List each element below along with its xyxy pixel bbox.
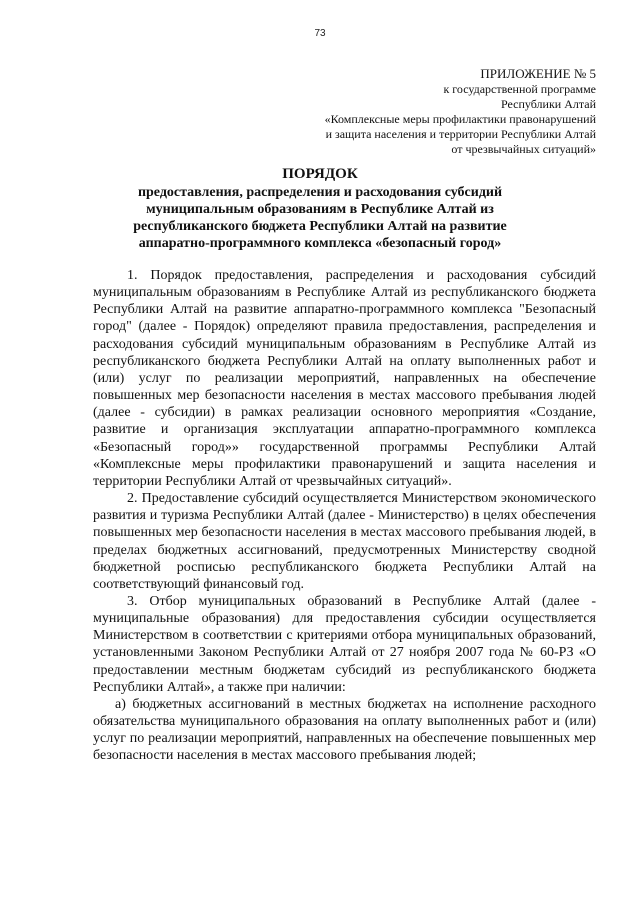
paragraph-3a: а) бюджетных ассигнований в местных бюджетах на исполнение расходного обязательства муниципального образования на оплату выполненных работ и (или) услуг по реализации мероприятий, направленных на обеспечение повышенных мер безопасности населения в местах массового пребывания людей;: [93, 696, 596, 764]
paragraph-1: 1. Порядок предоставления, распределения и расходования субсидий муниципальным образованиям в Республике Алтай из республиканского бюджета Республики Алтай на развитие аппаратно-программного комплекса "Безопасный город" (далее - Порядок) определяют правила предоставления, распределения и расходования субсидий муниципальным образованиям в Республике Алтай из республиканского бюджета Республики Алтай на оплату выполненных работ и (или) услуг по реализации мероприятий, направленных на обеспечение повышенных мер безопасности населения в местах массового пребывания людей (далее - субсидии) в рамках реализации основного мероприятия «Создание, развитие и организация эксплуатации аппаратно-программного комплекса «Безопасный город»» государственной программы Республики Алтай «Комплексные меры профилактики правонарушений и защита населения и территории Республики Алтай от чрезвычайных ситуаций».: [93, 268, 596, 489]
annex-line: «Комплексные меры профилактики правонарушений: [324, 112, 596, 126]
heading-line: предоставления, распределения и расходования субсидий: [137, 185, 503, 200]
heading-line: республиканского бюджета Республики Алтай на развитие: [133, 219, 507, 234]
annex-line: и защита населения и территории Республики Алтай: [325, 127, 596, 141]
paragraph-3: 3. Отбор муниципальных образований в Республике Алтай (далее - муниципальные образования) для предоставления субсидии осуществляется Министерством в соответствии с критериями отбора муниципальных образований, установленными Законом Республики Алтай от 27 ноября 2007 года № 60-РЗ «О предоставлении местным бюджетам субсидий из республиканского бюджета Республики Алтай», а также при наличии:: [93, 593, 596, 695]
annex-line: к государственной программе: [443, 82, 596, 96]
annex-block: [266, 66, 596, 157]
page-number: 73: [314, 28, 326, 39]
document-body: [93, 267, 596, 765]
heading-title: ПОРЯДОК: [282, 166, 358, 182]
paragraph-2: 2. Предоставление субсидий осуществляется Министерством экономического развития и туризма Республики Алтай (далее - Министерство) в целях обеспечения повышенных мер безопасности населения в местах массового пребывания людей, в пределах бюджетных ассигнований, предусмотренных Министерству сводной бюджетной росписью республиканского бюджета Республики Алтай на соответствующий финансовый год.: [93, 491, 596, 592]
annex-line: от чрезвычайных ситуаций»: [451, 142, 596, 156]
annex-line: Республики Алтай: [501, 97, 596, 111]
document-heading: [100, 166, 540, 252]
heading-line: аппаратно-программного комплекса «безопасный город»: [138, 236, 502, 251]
annex-title: ПРИЛОЖЕНИЕ № 5: [480, 66, 596, 81]
heading-line: муниципальным образованиям в Республике Алтай из: [146, 202, 494, 217]
